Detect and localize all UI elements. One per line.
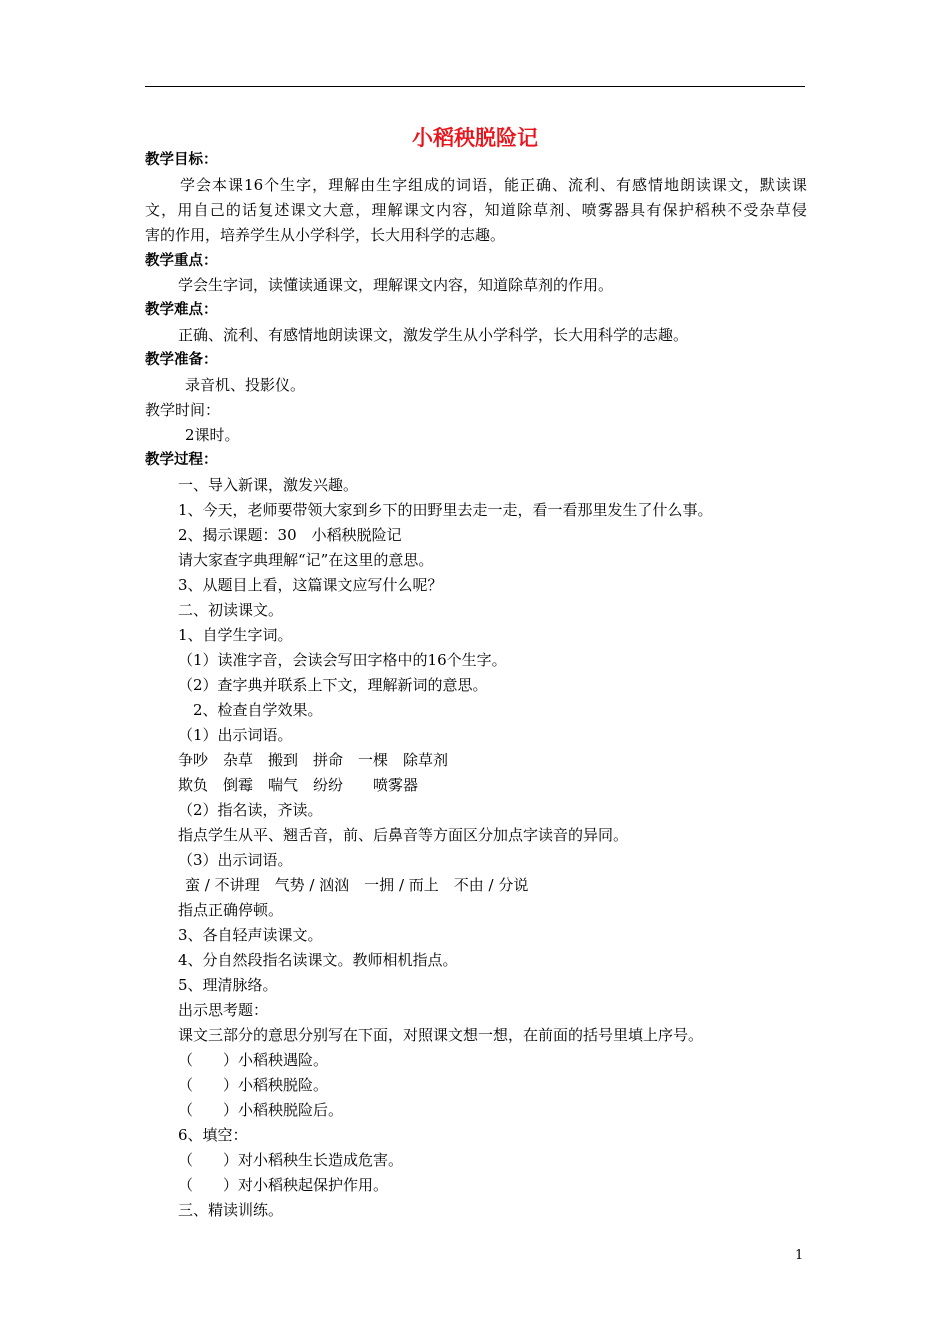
body-line: 1、自学生字词。 <box>178 626 293 644</box>
fill-in-item: （ ）对小稻秧起保护作用。 <box>178 1176 389 1194</box>
document-title: 小稻秧脱险记 <box>412 126 538 150</box>
heading-preparation: 教学准备： <box>145 352 218 368</box>
fill-in-item: （ ）小稻秧遇险。 <box>178 1051 329 1069</box>
body-line: （2）指名读，齐读。 <box>178 801 323 819</box>
fill-in-item: （ ）对小稻秧生长造成危害。 <box>178 1151 404 1169</box>
body-line: 指点学生从平、翘舌音，前、后鼻音等方面区分加点字读音的异同。 <box>178 826 629 844</box>
body-line: 3、各自轻声读课文。 <box>178 926 323 944</box>
body-line: 学会本课16个生字，理解由生字组成的词语，能正确、流利、有感情地朗读课文，默读课 <box>180 176 807 194</box>
body-line: 请大家查字典理解“记”在这里的意思。 <box>178 551 434 569</box>
heading-process: 教学过程： <box>145 452 218 468</box>
body-line: 正确、流利、有感情地朗读课文，激发学生从小学科学，长大用科学的志趣。 <box>178 326 689 344</box>
vocabulary-line: 争吵 杂草 搬到 拼命 一棵 除草剂 <box>178 751 449 769</box>
header-rule <box>145 86 805 87</box>
body-line: 课文三部分的意思分别写在下面，对照课文想一想，在前面的括号里填上序号。 <box>178 1026 704 1044</box>
body-line: 二、初读课文。 <box>178 601 284 619</box>
body-line: 3、从题目上看，这篇课文应写什么呢？ <box>178 576 443 594</box>
page-number: 1 <box>795 1248 804 1263</box>
fill-in-item: （ ）小稻秧脱险后。 <box>178 1101 344 1119</box>
body-line: 害的作用，培养学生从小学科学，长大用科学的志趣。 <box>145 226 506 244</box>
body-line: 录音机、投影仪。 <box>185 376 306 394</box>
body-line: （3）出示词语。 <box>178 851 293 869</box>
body-line: （1）出示词语。 <box>178 726 293 744</box>
body-line: 指点正确停顿。 <box>178 901 284 919</box>
body-line: 5、理清脉络。 <box>178 976 278 994</box>
vocabulary-line: 欺负 倒霉 喘气 纷纷 喷雾器 <box>178 776 419 794</box>
body-line: 1、今天，老师要带领大家到乡下的田野里去走一走，看一看那里发生了什么事。 <box>178 501 713 519</box>
body-line: 2课时。 <box>185 426 240 444</box>
body-line: 学会生字词，读懂读通课文，理解课文内容，知道除草剂的作用。 <box>178 276 614 294</box>
vocabulary-line: 蛮 / 不讲理 气势 / 汹汹 一拥 / 而上 不由 / 分说 <box>185 876 529 894</box>
body-line: 一、导入新课，激发兴趣。 <box>178 476 359 494</box>
heading-time: 教学时间： <box>145 401 221 419</box>
body-line: （1）读准字音，会读会写田字格中的16个生字。 <box>178 651 507 669</box>
body-line: 出示思考题： <box>178 1001 269 1019</box>
body-line: 三、精读训练。 <box>178 1201 284 1219</box>
body-line: 6、填空： <box>178 1126 248 1144</box>
body-line: 文，用自己的话复述课文大意，理解课文内容，知道除草剂、喷雾器具有保护稻秧不受杂草侵 <box>145 201 807 219</box>
fill-in-item: （ ）小稻秧脱险。 <box>178 1076 329 1094</box>
body-line: 2、检查自学效果。 <box>193 701 323 719</box>
heading-difficulties: 教学难点： <box>145 302 218 318</box>
body-line: 4、分自然段指名读课文。教师相机指点。 <box>178 951 458 969</box>
body-line: 2、揭示课题：30 小稻秧脱险记 <box>178 526 402 544</box>
heading-objectives: 教学目标： <box>145 152 218 168</box>
body-line: （2）查字典并联系上下文，理解新词的意思。 <box>178 676 488 694</box>
heading-key-points: 教学重点： <box>145 253 218 269</box>
